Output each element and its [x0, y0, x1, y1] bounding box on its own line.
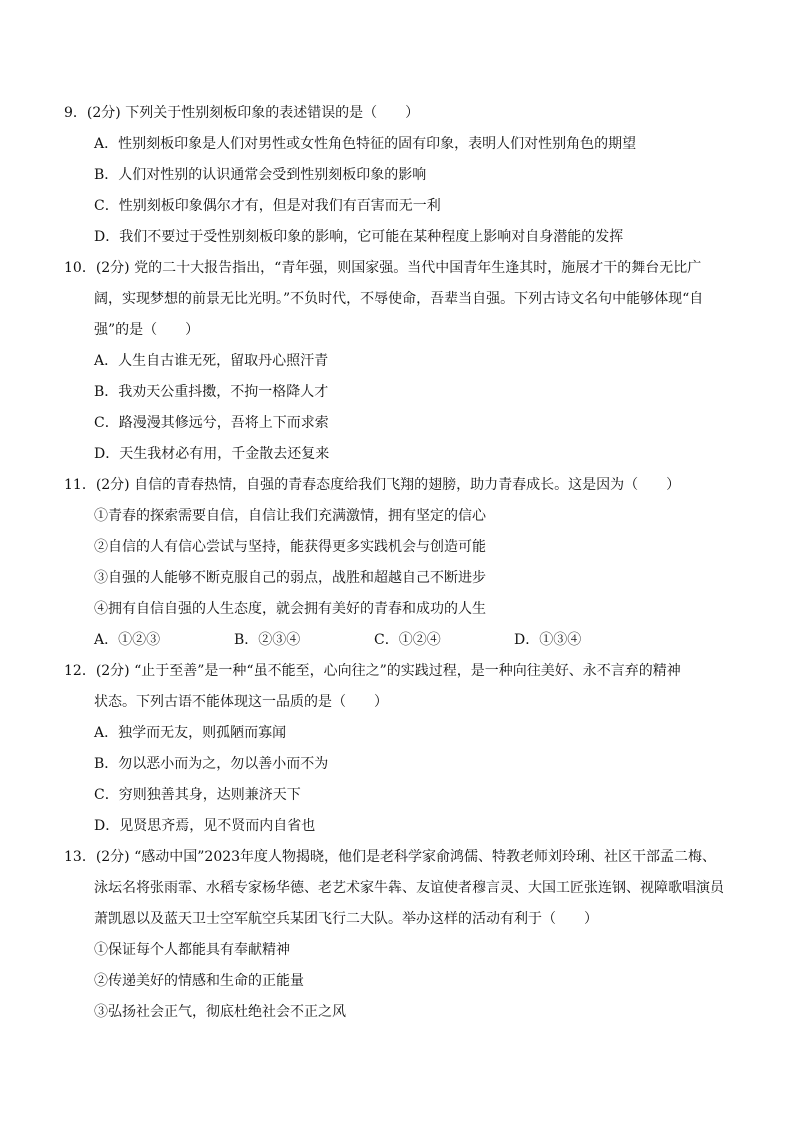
choice-c: C．①②④ — [374, 632, 441, 648]
question-stem: 10．(2分) 党的二十大报告指出，“青年强，则国家强。当代中国青年生逢其时，施展才干的舞台无比广 — [64, 260, 702, 276]
question-stem: 12．(2分) “止于至善”是一种“虽不能至，心向往之”的实践过程，是一种向往美好、永不言弃的精神 — [64, 663, 681, 679]
question-stem: 11．(2分) 自信的青春热情，自强的青春态度给我们飞翔的翅膀，助力青春成长。这是因为（ ） — [64, 477, 681, 493]
option-d: D．我们不要过于受性别刻板印象的影响，它可能在某种程度上影响对自身潜能的发挥 — [94, 229, 624, 245]
option-d: D．天生我材必有用，千金散去还复来 — [94, 446, 330, 462]
option-c: C．路漫漫其修远兮，吾将上下而求索 — [94, 415, 329, 431]
question-9 — [0, 98, 714, 253]
question-stem: 13．(2分) “感动中国”2023年度人物揭晓，他们是老科学家俞鸿儒、特教老师刘玲琍、社区干部孟二梅、 — [64, 849, 717, 865]
choice-d: D．①③④ — [514, 632, 582, 648]
option-c: C．性别刻板印象偶尔才有，但是对我们有百害而无一利 — [94, 198, 441, 214]
statement-2: ②自信的人有信心尝试与坚持，能获得更多实践机会与创造可能 — [94, 539, 486, 555]
statement-1: ①青春的探索需要自信，自信让我们充满激情，拥有坚定的信心 — [94, 508, 486, 524]
option-b: B．勿以恶小而为之，勿以善小而不为 — [94, 756, 329, 772]
option-a: A．人生自古谁无死，留取丹心照汗青 — [94, 353, 329, 369]
question-stem-continued: 萧凯恩以及蓝天卫士空军航空兵某团飞行二大队。举办这样的活动有利于（ ） — [94, 911, 598, 927]
statement-1: ①保证每个人都能具有奉献精神 — [94, 942, 290, 958]
statement-2: ②传递美好的情感和生命的正能量 — [94, 973, 304, 989]
option-b: B．人们对性别的认识通常会受到性别刻板印象的影响 — [94, 167, 427, 183]
answer-choices — [0, 625, 714, 656]
option-d: D．见贤思齐焉，见不贤而内自省也 — [94, 818, 316, 834]
question-12 — [0, 656, 714, 842]
question-10 — [0, 253, 714, 470]
question-stem-continued: 阔，实现梦想的前景无比光明。”不负时代，不辱使命，吾辈当自强。下列古诗文名句中能够体现“自 — [94, 291, 704, 307]
option-a: A．独学而无友，则孤陋而寡闻 — [94, 725, 287, 741]
question-stem-continued: 泳坛名将张雨霏、水稻专家杨华德、老艺术家牛犇、友谊使者穆言灵、大国工匠张连钢、视障歌唱演员 — [94, 880, 724, 896]
option-b: B．我劝天公重抖擞，不拘一格降人才 — [94, 384, 329, 400]
statement-3: ③弘扬社会正气，彻底杜绝社会不正之风 — [94, 1004, 346, 1020]
statement-3: ③自强的人能够不断克服自己的弱点，战胜和超越自己不断进步 — [94, 570, 486, 586]
question-11 — [0, 470, 714, 656]
option-a: A．性别刻板印象是人们对男性或女性角色特征的固有印象，表明人们对性别角色的期望 — [94, 136, 637, 152]
question-stem: 9．(2分) 下列关于性别刻板印象的表述错误的是（ ） — [64, 105, 420, 121]
question-13 — [0, 842, 724, 1028]
choice-b: B．②③④ — [234, 632, 301, 648]
choice-a: A．①②③ — [94, 632, 161, 648]
question-stem-continued: 强”的是（ ） — [94, 322, 200, 338]
question-stem-continued: 状态。下列古语不能体现这一品质的是（ ） — [94, 694, 388, 710]
option-c: C．穷则独善其身，达则兼济天下 — [94, 787, 301, 803]
statement-4: ④拥有自信自强的人生态度，就会拥有美好的青春和成功的人生 — [94, 601, 486, 617]
